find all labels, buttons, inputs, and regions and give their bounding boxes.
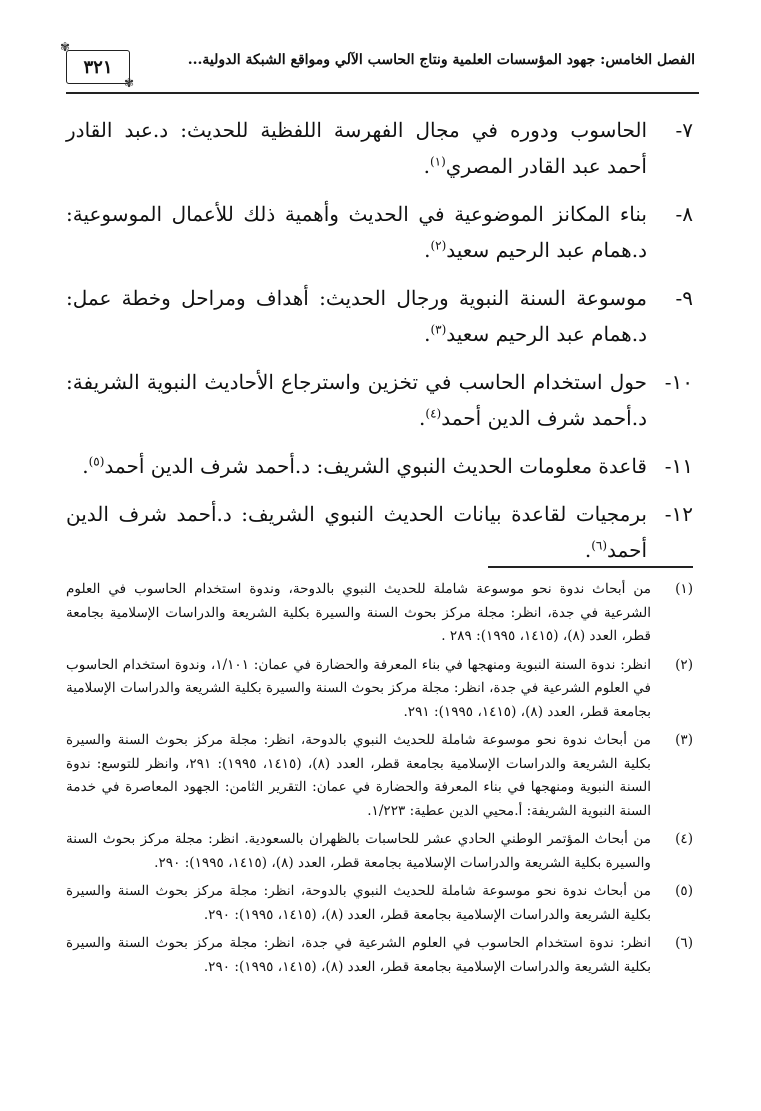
footnote-number: (٣) [675,732,693,748]
footnote [66,828,693,875]
item-number: ١٢- [664,502,693,526]
item-tail: . [424,322,431,346]
chapter-title: الفصل الخامس: جهود المؤسسات العلمية ونتاج الحاسب الآلي ومواقع الشبكة الدولية... [187,52,695,68]
footnote [66,578,693,649]
item-text: بناء المكانز الموضوعية في الحديث وأهمية ذلك للأعمال الموسوعية: د.همام عبد الرحيم سعيد [66,202,647,262]
footnote-ref: (١) [429,154,446,169]
footnote-number: (٦) [675,935,693,951]
list-item [66,280,693,352]
list-item [66,364,693,436]
footnote-ref: (٣) [430,322,447,337]
page-number: ٣٢١ [83,56,113,78]
footnote-text: انظر: ندوة السنة النبوية ومنهجها في بناء المعرفة والحضارة في عمان: ١/١٠١، وندوة استخدام الحاسوب في العلوم الشرعية في جدة، انظر: مجلة مركز بحوث السنة والسيرة بكلية الشريعة والدراسات الإسلامية بجامعة قطر، العدد (٨)، (١٤١٥، ١٩٩٥): ٢٩١. [66,656,651,720]
item-tail: . [82,454,89,478]
footnotes [66,578,693,984]
footnote [66,729,693,823]
footnote-ref: (٦) [591,538,608,553]
footnote [66,880,693,927]
item-text: قاعدة معلومات الحديث النبوي الشريف: د.أحمد شرف الدين أحمد [104,454,647,478]
running-header [60,40,699,98]
list-item [66,112,693,184]
footnote-text: من أبحاث المؤتمر الوطني الحادي عشر للحاسبات بالظهران بالسعودية. انظر: مجلة مركز بحوث السنة والسيرة بكلية الشريعة والدراسات الإسلامية بجامعة قطر، العدد (٨)، (١٤١٥، ١٩٩٥): ٢٩٠. [66,831,651,871]
list-item [66,496,693,568]
item-text: برمجيات لقاعدة بيانات الحديث النبوي الشريف: د.أحمد شرف الدين أحمد [66,502,647,562]
item-number: ٧- [675,118,693,142]
item-tail: . [423,154,430,178]
item-tail: . [584,538,592,562]
item-text: الحاسوب ودوره في مجال الفهرسة اللفظية للحديث: د.عبد القادر أحمد عبد القادر المصري [66,118,647,178]
footnote-text: من أبحاث ندوة نحو موسوعة شاملة للحديث النبوي بالدوحة، انظر: مجلة مركز بحوث السنة والسيرة بكلية الشريعة والدراسات الإسلامية بجامعة قطر، العدد (٨)، (١٤١٥، ١٩٩٥): ٢٩٠. [66,883,651,923]
footnote-ref: (٥) [88,454,105,469]
list-item [66,196,693,268]
footnote [66,932,693,979]
item-text: حول استخدام الحاسب في تخزين واسترجاع الأحاديث النبوية الشريفة: د.أحمد شرف الدين أحمد [66,370,647,430]
item-number: ١٠- [664,370,693,394]
item-tail: . [419,406,426,430]
item-number: ٩- [675,286,693,310]
footnote-divider [488,566,693,568]
footnote-number: (٢) [675,656,693,673]
footnote-text: انظر: ندوة استخدام الحاسوب في العلوم الشرعية في جدة، انظر: مجلة مركز بحوث السنة والسيرة بكلية الشريعة والدراسات الإسلامية بجامعة قطر، العدد (٨)، (١٤١٥، ١٩٩٥): ٢٩٠. [66,935,651,975]
footnote [66,654,693,725]
corner-ornament-icon: ✾ [60,40,71,54]
item-tail: . [424,238,431,262]
page-number-box [66,50,130,84]
header-rule [66,92,699,94]
footnote-number: (٤) [675,831,693,847]
item-text: موسوعة السنة النبوية ورجال الحديث: أهداف ومراحل وخطة عمل: د.همام عبد الرحيم سعيد [66,286,647,346]
footnote-ref: (٢) [430,238,447,253]
footnote-text: من أبحاث ندوة نحو موسوعة شاملة للحديث النبوي بالدوحة، انظر: مجلة مركز بحوث السنة والسيرة بكلية الشريعة والدراسات الإسلامية بجامعة قطر، العدد (٨)، (١٤١٥، ١٩٩٥): ٢٩١، وانظر للتوسع: ندوة السنة النبوية ومنهجها في بناء المعرفة والحضارة في عمان: التقرير الثامن: الجهود المعاصرة في خدمة السنة النبوية الشريفة: أ.محيي الدين عطية: ١/٢٢٣. [66,732,651,819]
footnote-text: من أبحاث ندوة نحو موسوعة شاملة للحديث النبوي بالدوحة، وندوة استخدام الحاسوب في العلوم الشرعية في جدة، انظر: مجلة مركز بحوث السنة والسيرة بكلية الشريعة والدراسات الإسلامية بجامعة قطر، العدد (٨)، (١٤١٥، ١٩٩٥): ٢٨٩ . [66,581,651,644]
numbered-list [66,112,693,580]
item-number: ١١- [664,454,693,478]
corner-ornament-icon: ✾ [124,76,135,90]
item-number: ٨- [675,202,693,226]
footnote-number: (٥) [675,883,693,899]
footnote-ref: (٤) [425,406,442,421]
list-item [66,448,693,484]
footnote-number: (١) [675,581,693,597]
